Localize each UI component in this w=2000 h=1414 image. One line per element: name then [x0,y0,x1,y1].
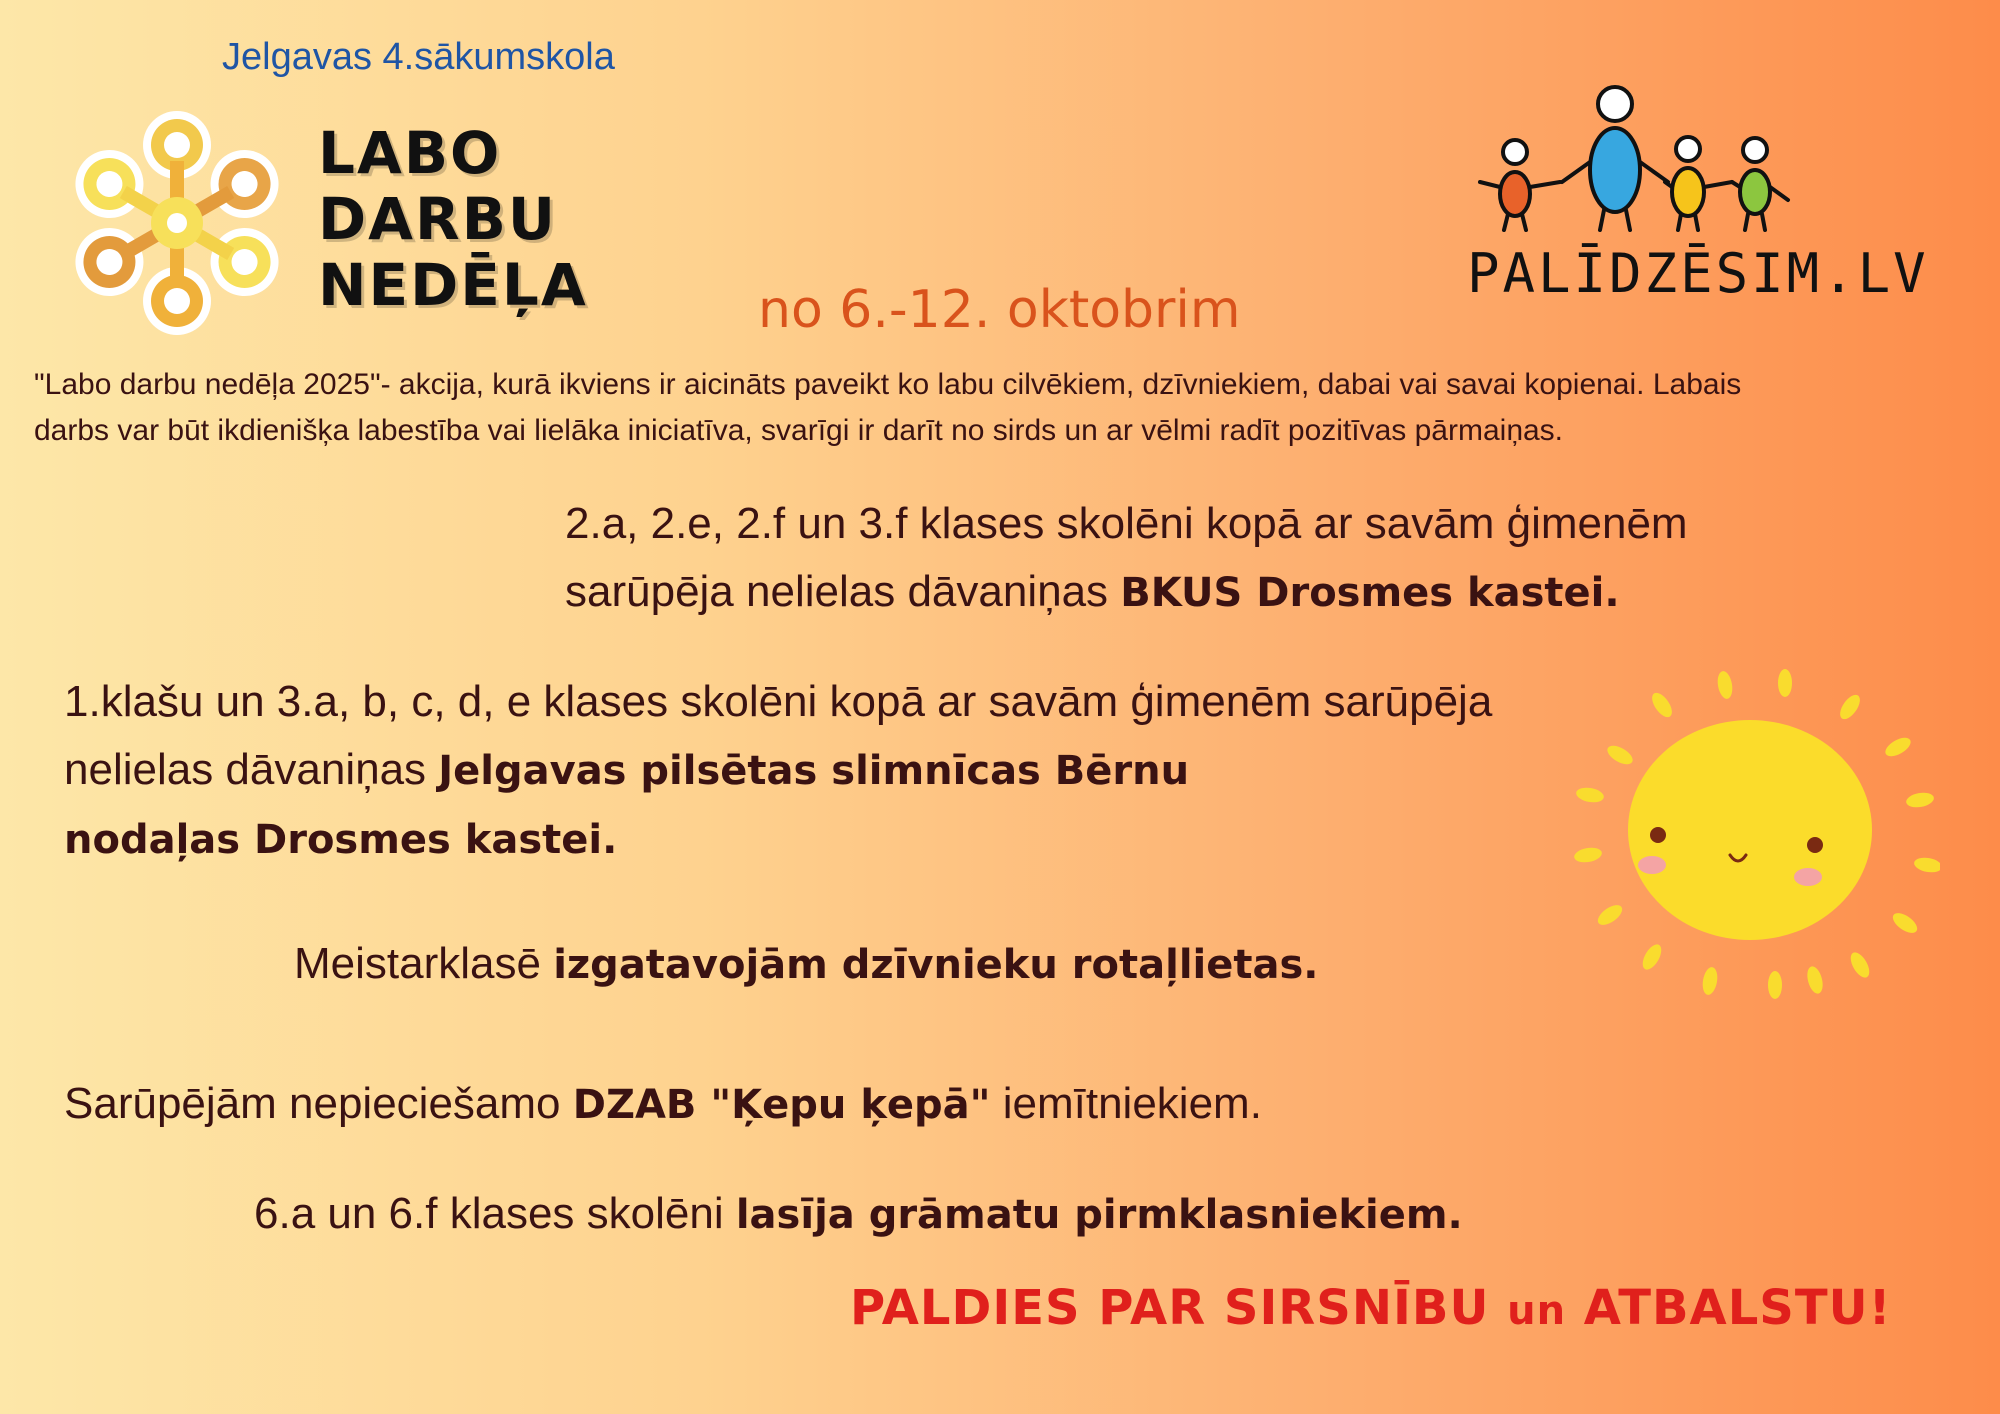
item-dzab-bold: DZAB "Ķepu ķepā" [572,1082,991,1128]
item-masterclass-bold: izgatavojām dzīvnieku rotaļlietas. [553,942,1319,988]
item-dzab-normal: Sarūpējām nepieciešamo [64,1079,573,1128]
logo-line-1: LABO [318,119,502,187]
item-hospital-normal: nelielas dāvaniņas [64,745,439,794]
thanks-part-1: PALDIES PAR SIRSNĪBU [850,1280,1508,1336]
logo-title [318,120,588,318]
item-bkus-line-2 [565,558,1765,627]
item-hospital-line-2 [64,736,1544,805]
intro-line-1: "Labo darbu nedēļa 2025"- akcija, kurā ikviens ir aicināts paveikt ko labu cilvēkiem, dzīvniekiem, dabai vai savai kopienai. Labais [34,368,1742,401]
item-dzab-tail: iemītniekiem. [990,1079,1262,1128]
smiling-sun-icon [1560,665,1940,1005]
item-reading [254,1180,1654,1249]
item-hospital-line-1: 1.klašu un 3.a, b, c, d, e klases skolēni kopā ar savām ģimenēm sarūpēja [64,677,1493,726]
item-bkus [565,490,1765,627]
item-reading-bold: lasīja grāmatu pirmklasniekiem. [735,1192,1463,1238]
item-hospital-line-3 [64,805,1544,874]
item-reading-normal: 6.a un 6.f klases skolēni [254,1189,736,1238]
school-name: Jelgavas 4.sākumskola [222,36,615,78]
thanks-message [850,1280,1891,1336]
item-masterclass-normal: Meistarklasē [294,939,554,988]
item-bkus-line-1: 2.a, 2.e, 2.f un 3.f klases skolēni kopā ar savām ģimenēm [565,499,1688,548]
item-jelgava-hospital [64,668,1544,874]
item-masterclass [294,930,1594,999]
thanks-un: un [1507,1288,1567,1334]
thanks-part-2: ATBALSTU! [1566,1280,1892,1336]
partner-logo-text: PALĪDZĒSIM.LV [1467,242,1929,305]
item-hospital-bold-2: nodaļas Drosmes kastei. [64,817,618,863]
item-dzab [64,1070,1464,1139]
logo-line-2: DARBU [318,185,557,253]
intro-line-2: darbs var būt ikdienišķa labestība vai lielāka iniciatīva, svarīgi ir darīt no sirds un ar vēlmi radīt pozitīvas pārmaiņas. [34,414,1564,447]
item-hospital-bold: Jelgavas pilsētas slimnīcas Bērnu [438,748,1190,794]
intro-text [34,362,1964,454]
dates-heading: no 6.-12. oktobrim [758,280,1241,340]
family-figures-icon [1470,82,1800,232]
item-bkus-normal: sarūpēja nelielas dāvaniņas [565,567,1121,616]
item-bkus-bold: BKUS Drosmes kastei. [1120,570,1620,616]
flower-logo-icon [62,108,292,338]
logo-line-3: NEDĒĻA [318,251,588,319]
